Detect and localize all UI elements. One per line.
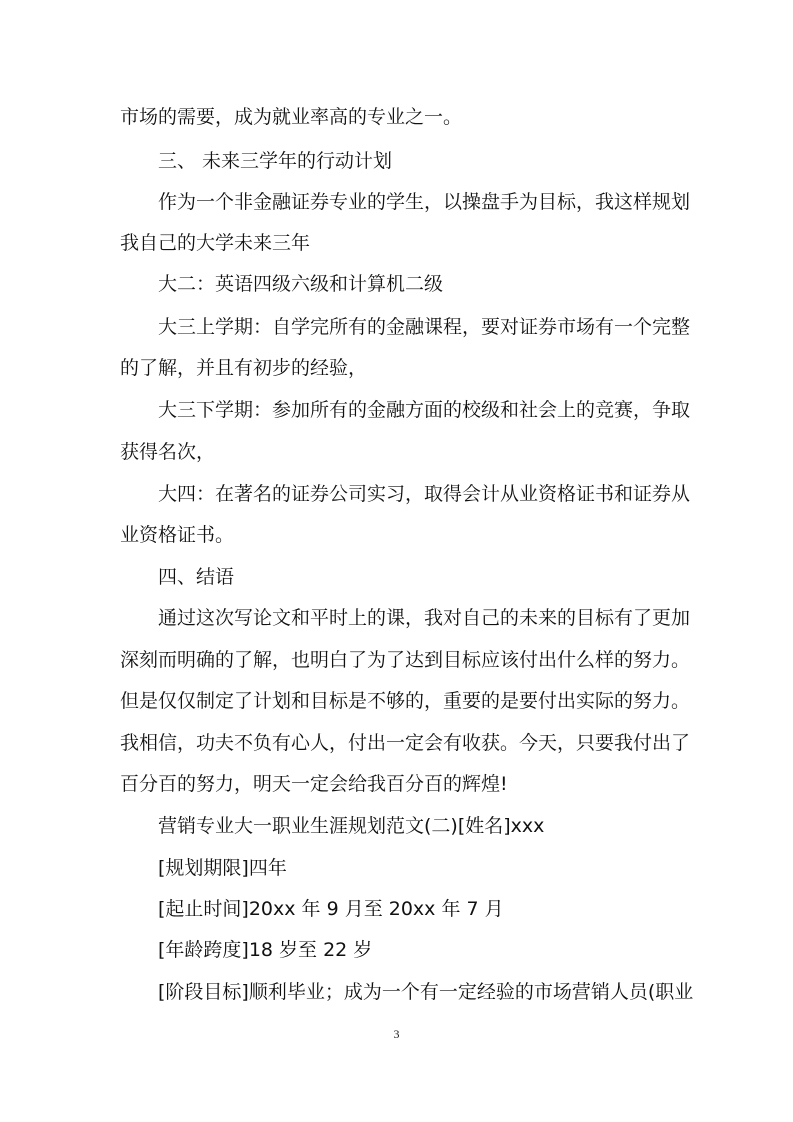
- text-line: 作为一个非金融证券专业的学生，以操盘手为目标，我这样规划: [158, 191, 691, 213]
- text-line: 深刻而明确的了解，也明白了为了达到目标应该付出什么样的努力。: [120, 649, 691, 671]
- text-line: 我相信，功夫不负有心人，付出一定会有收获。今天，只要我付出了: [120, 732, 691, 754]
- text-line: 获得名次，: [120, 441, 216, 463]
- text-line: 营销专业大一职业生涯规划范文(二)[姓名]xxx: [158, 815, 545, 837]
- text-line: [阶段目标]顺利毕业；成为一个有一定经验的市场营销人员(职业: [158, 981, 694, 1003]
- section-heading: 三、 未来三学年的行动计划: [158, 150, 393, 172]
- page-number: 3: [393, 1027, 400, 1041]
- text-line: 大三上学期：自学完所有的金融课程，要对证券市场有一个完整: [158, 316, 691, 338]
- text-line: 业资格证书。: [120, 524, 235, 546]
- text-line: [年龄跨度]18 岁至 22 岁: [158, 939, 373, 961]
- text-line: 但是仅仅制定了计划和目标是不够的，重要的是要付出实际的努力。: [120, 690, 691, 712]
- text-line: 的了解，并且有初步的经验，: [120, 357, 368, 379]
- text-line: 百分百的努力，明天一定会给我百分百的辉煌!: [120, 773, 508, 795]
- text-line: [规划期限]四年: [158, 857, 287, 879]
- section-heading: 四、结语: [158, 566, 235, 588]
- text-line: 通过这次写论文和平时上的课，我对自己的未来的目标有了更加: [158, 607, 691, 629]
- text-line: 市场的需要，成为就业率高的专业之一。: [120, 106, 463, 128]
- text-line: 我自己的大学未来三年: [120, 232, 311, 254]
- text-line: 大四：在著名的证券公司实习，取得会计从业资格证书和证券从: [158, 483, 691, 505]
- text-line: 大二：英语四级六级和计算机二级: [158, 273, 444, 295]
- text-line: [起止时间]20xx 年 9 月至 20xx 年 7 月: [158, 898, 504, 920]
- text-line: 大三下学期：参加所有的金融方面的校级和社会上的竞赛，争取: [158, 399, 691, 421]
